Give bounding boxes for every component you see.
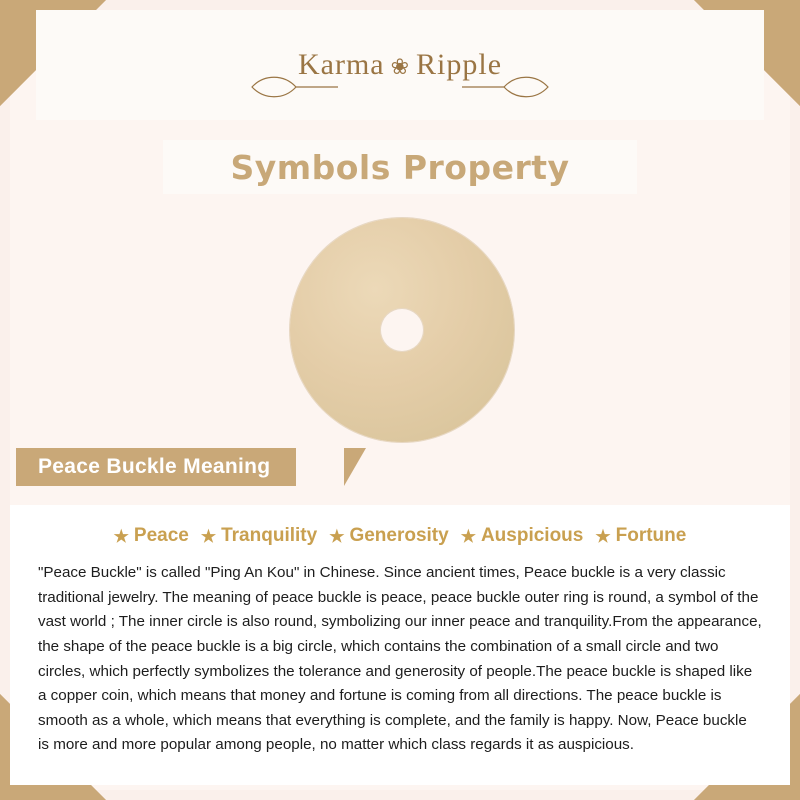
brand-logo: [0, 48, 800, 82]
keyword-label: Fortune: [615, 525, 687, 546]
keyword-label: Auspicious: [480, 525, 584, 546]
peace-buckle-disc-image: [290, 218, 514, 442]
keyword-list: [10, 505, 790, 547]
flourish-left-icon: [250, 74, 340, 100]
flourish-right-icon: [460, 74, 550, 100]
keyword-item: [461, 525, 584, 547]
keyword-item: [595, 525, 686, 547]
brand-name-left: Karma: [297, 48, 385, 81]
section-ribbon-label: Peace Buckle Meaning: [38, 455, 271, 478]
brand-name-right: Ripple: [416, 48, 503, 81]
star-icon: ★: [460, 526, 476, 546]
description-paragraph: "Peace Buckle" is called "Ping An Kou" in Chinese. Since ancient times, Peace buckle is a very classic traditional jewelry. The meaning of peace buckle is peace, peace buckle outer ring is round, a symbol of the vast world ; The inner circle is also round, symbolizing our inner peace and tranquility.From the appearance, the shape of the peace buckle is a big circle, which contains the combination of a small circle and two circles, which perfectly symbolizes the tolerance and generosity of people.The peace buckle is shaped like a copper coin, which means that money and fortune is coming from all directions. The peace buckle is smooth as a whole, which means that everything is complete, and the family is happy. Now, Peace buckle is more and more popular among people, no matter which class regards it as auspicious.: [38, 564, 762, 754]
keyword-label: Generosity: [349, 525, 449, 546]
keyword-item: [201, 525, 317, 547]
keyword-label: Peace: [133, 525, 189, 546]
lotus-icon: ❀: [390, 54, 411, 80]
star-icon: ★: [595, 526, 611, 546]
keyword-item: [329, 525, 449, 547]
star-icon: ★: [329, 526, 345, 546]
star-icon: ★: [200, 526, 217, 546]
disc-center-hole: [380, 308, 424, 352]
page-title: Symbols Property: [230, 147, 570, 187]
section-ribbon: [16, 448, 296, 486]
section-ribbon-tail: [344, 448, 366, 486]
keyword-item: [114, 525, 189, 547]
title-band: [163, 140, 637, 194]
star-icon: ★: [113, 526, 129, 546]
content-card: [10, 505, 790, 785]
keyword-label: Tranquility: [221, 525, 318, 546]
